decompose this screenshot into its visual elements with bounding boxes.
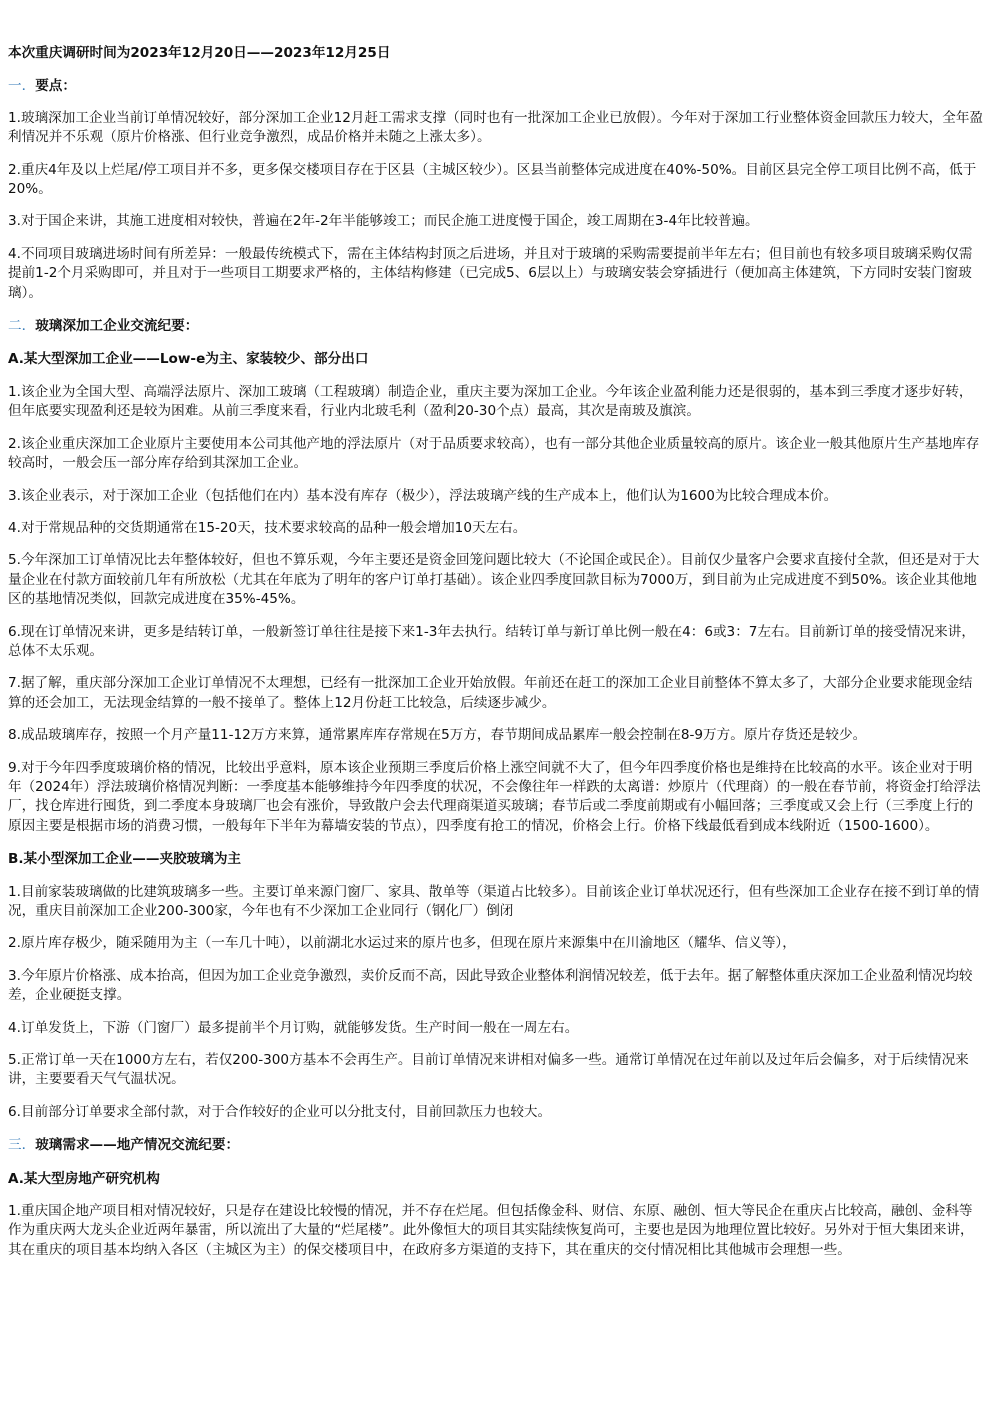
paragraph: 3.对于国企来讲，其施工进度相对较快，普遍在2年-2年半能够竣工；而民企施工进度慢于国企，竣工周期在3-4年比较普遍。 [8, 213, 759, 230]
subsection-heading: A.某大型房地产研究机构 [8, 1170, 160, 1187]
paragraph: 8.成品玻璃库存，按照一个月产量11-12万方来算，通常累库库存常规在5万方，春节期间成品累库一般会控制在8-9万方。原片存货还是较少。 [8, 727, 867, 744]
paragraph: 9.对于今年四季度玻璃价格的情况，比较出乎意料，原本该企业预期三季度后价格上涨空间就不大了，但今年四季度价格也是维持在比较高的水平。该企业对于明年（2024年）浮法玻璃价格情况判断：一季度基本能够维持今年四季度的状况，不会像往年一样跌的太离谱：炒原片（代理商）的一般在春节前，将资金打给浮法厂，找仓库进行囤货，到二季度本身玻璃厂也会有涨价，导致散户会去代理商渠道买玻璃；春节后或二季度前期或有小幅回落；三季度或又会上行（三季度上行的原因主要是根据市场的消费习惯，一般每年下半年为幕墙安装的节点），四季度有抢工的情况，价格会上行。价格下线最低看到成本线附近（1500-1600）。 [8, 759, 981, 834]
paragraph: 2.原片库存极少，随采随用为主（一车几十吨），以前湖北水运过来的原片也多，但现在原片来源集中在川渝地区（耀华、信义等）， [8, 935, 796, 952]
paragraph: 4.对于常规品种的交货期通常在15-20天，技术要求较高的品种一般会增加10天左右。 [8, 519, 527, 536]
paragraph: 3.今年原片价格涨、成本抬高，但因为加工企业竞争激烈，卖价反而不高，因此导致企业整体利润情况较差，低于去年。据了解整体重庆深加工企业盈利情况均较差，企业硬挺支撑。 [8, 967, 973, 1004]
section-heading [8, 317, 984, 336]
section-heading [8, 1136, 984, 1155]
document-body [8, 77, 984, 1260]
paragraph: 2.该企业重庆深加工企业原片主要使用本公司其他产地的浮法原片（对于品质要求较高），也有一部分其他企业质量较高的原片。该企业一般其他原片生产基地库存较高时，一般会压一部分库存给到其深加工企业。 [8, 435, 980, 472]
section-title: 玻璃需求——地产情况交流纪要： [35, 1137, 240, 1154]
section-number: 二． [8, 318, 36, 335]
intro-line: 本次重庆调研时间为2023年12月20日——2023年12月25日 [8, 45, 391, 61]
section-number: 一． [8, 78, 36, 95]
paragraph: 6.现在订单情况来讲，更多是结转订单，一般新签订单往往是接下来1-3年去执行。结转订单与新订单比例一般在4：6或3：7左右。目前新订单的接受情况来讲，总体不太乐观。 [8, 623, 975, 659]
section-heading [8, 77, 984, 96]
paragraph: 7.据了解，重庆部分深加工企业订单情况不太理想，已经有一批深加工企业开始放假。年前还在赶工的深加工企业目前整体不算太多了，大部分企业要求能现金结算的还会加工，无法现金结算的一般不接单了。整体上12月份赶工比较急，后续逐步减少。 [8, 675, 973, 711]
paragraph: 2.重庆4年及以上烂尾/停工项目并不多，更多保交楼项目存在于区县（主城区较少）。区县当前整体完成进度在40%-50%。目前区县完全停工项目比例不高，低于20%。 [8, 161, 977, 198]
paragraph: 5.今年深加工订单情况比去年整体较好，但也不算乐观，今年主要还是资金回笼问题比较大（不论国企或民企）。目前仅少量客户会要求直接付全款，但还是对于大量企业在付款方面较前几年有所放松（尤其在年底为了明年的客户订单打基础）。该企业四季度回款目标为7000万，到目前为止完成进度不到50%。该企业其他地区的基地情况类似，回款完成进度在35%-45%。 [8, 552, 980, 608]
paragraph: 6.目前部分订单要求全部付款，对于合作较好的企业可以分批支付，目前回款压力也较大。 [8, 1103, 552, 1120]
subsection-heading: A.某大型深加工企业——Low-e为主、家装较少、部分出口 [8, 351, 369, 368]
paragraph: 1.玻璃深加工企业当前订单情况较好，部分深加工企业12月赶工需求支撑（同时也有一批深加工企业已放假）。今年对于深加工行业整体资金回款压力较大，全年盈利情况并不乐观（原片价格涨、但行业竞争激烈，成品价格并未随之上涨太多）。 [8, 109, 984, 146]
section-title: 要点： [35, 78, 76, 95]
paragraph: 1.目前家装玻璃做的比建筑玻璃多一些。主要订单来源门窗厂、家具、散单等（渠道占比较多）。目前该企业订单状况还行，但有些深加工企业存在接不到订单的情况，重庆目前深加工企业200-300家，今年也有不少深加工企业同行（钢化厂）倒闭 [8, 883, 980, 919]
paragraph: 3.该企业表示，对于深加工企业（包括他们在内）基本没有库存（极少），浮法玻璃产线的生产成本上，他们认为1600为比较合理成本价。 [8, 487, 838, 504]
subsection-heading: B.某小型深加工企业——夹胶玻璃为主 [8, 851, 242, 868]
paragraph: 1.该企业为全国大型、高端浮法原片、深加工玻璃（工程玻璃）制造企业，重庆主要为深加工企业。今年该企业盈利能力还是很弱的，基本到三季度才逐步好转，但年底要实现盈利还是较为困难。从前三季度来看，行业内北玻毛利（盈利20-30个点）最高，其次是南玻及旗滨。 [8, 383, 973, 420]
paragraph: 4.订单发货上，下游（门窗厂）最多提前半个月订购，就能够发货。生产时间一般在一周左右。 [8, 1019, 579, 1036]
paragraph: 5.正常订单一天在1000方左右，若仅200-300方基本不会再生产。目前订单情况来讲相对偏多一些。通常订单情况在过年前以及过年后会偏多，对于后续情况来讲，主要要看天气气温状况。 [8, 1052, 969, 1088]
paragraph: 4.不同项目玻璃进场时间有所差异：一般最传统模式下，需在主体结构封顶之后进场，并且对于玻璃的采购需要提前半年左右；但目前也有较多项目玻璃采购仅需提前1-2个月采购即可，并且对于一些项目工期要求严格的，主体结构修建（已完成5、6层以上）与玻璃安装会穿插进行（便加高主体建筑，下方同时安装门窗玻璃）。 [8, 245, 973, 301]
section-title: 玻璃深加工企业交流纪要： [35, 318, 199, 335]
section-number: 三． [8, 1137, 36, 1154]
paragraph: 1.重庆国企地产项目相对情况较好，只是存在建设比较慢的情况，并不存在烂尾。但包括像金科、财信、东原、融创、恒大等民企在重庆占比较高，融创、金科等作为重庆两大龙头企业近两年暴雷，所以流出了大量的“烂尾楼”。此外像恒大的项目其实陆续恢复尚可，主要也是因为地理位置比较好。另外对于恒大集团来讲，其在重庆的项目基本均纳入各区（主城区为主）的保交楼项目中，在政府多方渠道的支持下，其在重庆的交付情况相比其他城市会理想一些。 [8, 1203, 974, 1258]
